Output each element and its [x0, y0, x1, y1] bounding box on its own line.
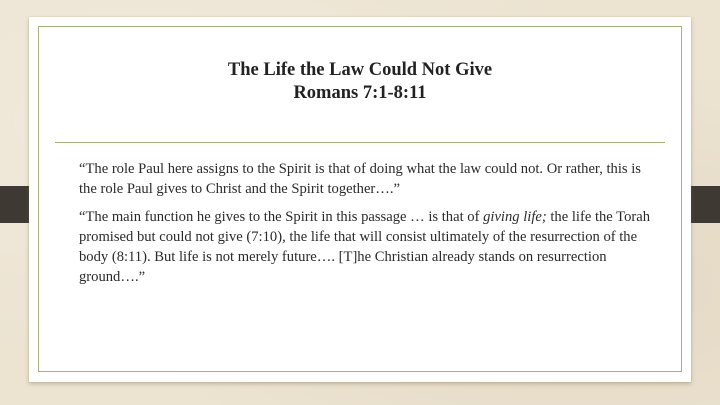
- right-edge-tab: [689, 186, 720, 223]
- slide-title-line-2: Romans 7:1-8:11: [293, 83, 427, 103]
- title-divider: [55, 142, 665, 143]
- slide-card: [29, 17, 691, 382]
- quote-paragraph-2: [79, 207, 655, 287]
- slide-body: [79, 159, 655, 295]
- quote-2-text-end: the life the Torah promised but could not give (7:10), the life that will consist ultimately of the resurrection of the body (8:11). But life is not merely future…. [T]he Christian already stands on resurrection ground….”: [79, 209, 650, 285]
- quote-2-italic-phrase: giving life;: [483, 209, 547, 225]
- slide-title: [29, 59, 691, 105]
- quote-paragraph-1: “The role Paul here assigns to the Spirit is that of doing what the law could not. Or rather, this is the role Paul gives to Christ and the Spirit together….”: [79, 161, 641, 197]
- left-edge-tab: [0, 186, 31, 223]
- slide-title-line-1: The Life the Law Could Not Give: [227, 60, 493, 80]
- quote-2-text-start: “The main function he gives to the Spirit in this passage … is that of: [79, 209, 484, 225]
